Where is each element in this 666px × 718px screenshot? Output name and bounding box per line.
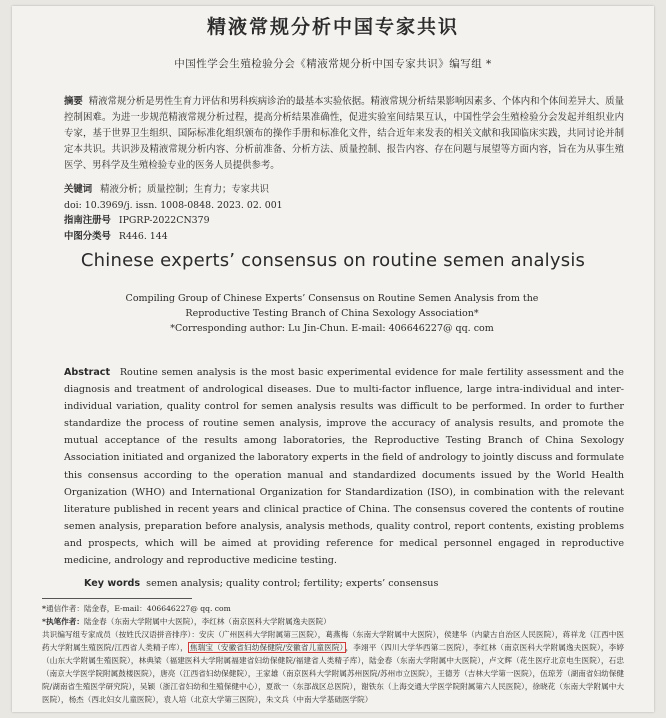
footnote-compiling-group	[42, 628, 624, 706]
keywords-en-text: semen analysis; quality control; fertility; experts’ consensus	[146, 578, 439, 589]
corresponding-author-en: *Corresponding author: Lu Jin-Chun. E-mail: 406646227@ qq. com	[170, 323, 494, 334]
title-en: Chinese experts’ consensus on routine semen analysis	[80, 250, 586, 271]
footnote-executive-authors	[42, 615, 624, 628]
guide-registration-label: 指南注册号	[64, 215, 111, 226]
authors-cn: 中国性学会生殖检验分会《精液常规分析中国专家共识》编写组 *	[174, 58, 492, 70]
doi: doi: 10.3969/j. issn. 1008-0848. 2023. 02. 001	[64, 200, 283, 211]
abstract-cn-label: 摘要	[64, 96, 83, 107]
keywords-cn	[64, 183, 624, 197]
footnotes	[42, 602, 624, 706]
asterisk-symbol: *	[42, 617, 46, 626]
journal-page	[12, 6, 654, 712]
abstract-cn	[64, 94, 624, 174]
executive-authors-label: 执笔作者：	[45, 617, 84, 626]
footnote-corresponding	[42, 602, 624, 615]
abstract-en-label: Abstract	[64, 367, 111, 378]
clc-number-label: 中图分类号	[64, 231, 111, 242]
keywords-cn-label: 关键词	[64, 184, 93, 195]
footnote-corresponding-text: 通信作者：陆金春，E-mail：406646227@ qq. com	[45, 604, 231, 613]
affiliation-en	[72, 291, 592, 336]
executive-authors-text: 陆金春（东南大学附属中大医院），李红林（南京医科大学附属逸夫医院）	[83, 617, 331, 626]
clc-number	[64, 230, 624, 244]
asterisk-symbol: *	[42, 604, 46, 613]
highlighted-author: 焦瑞宝（安徽省妇幼保健院/安徽省儿童医院）	[189, 643, 344, 652]
guide-registration-value: IPGRP-2022CN379	[118, 215, 210, 226]
affiliation-line-2: Reproductive Testing Branch of China Sexology Association*	[185, 308, 479, 319]
keywords-en-label: Key words	[84, 578, 141, 589]
guide-registration	[64, 214, 624, 228]
title-cn: 精液常规分析中国专家共识	[206, 16, 459, 38]
keywords-en	[84, 578, 624, 589]
keywords-cn-text: 精液分析；质量控制；生育力；专家共识	[100, 184, 269, 195]
compiling-group-text-a: 共识编写组专家成员（按姓氏汉语拼音排序）：安庆（广州医科大学附属第三医院），葛燕梅（东南大学附属中大医院），侯建华（内蒙古自治区人民医院），蒋祥龙（江西中医药大学附属生殖医院/江西省人类精子库），	[42, 630, 624, 652]
affiliation-line-1: Compiling Group of Chinese Experts’ Consensus on Routine Semen Analysis from the	[125, 293, 539, 304]
abstract-cn-text: 精液常规分析是男性生育力评估和男科疾病诊治的最基本实验依据。精液常规分析结果影响因素多、个体内和个体间差异大、质量控制困难。为进一步规范精液常规分析过程，提高分析结果准确性，促进实验室间结果互认，中国性学会生殖检验分会发起并组织业内专家，基于世界卫生组织、国际标准化组织颁布的操作手册和标准化文件，结合近年来发表的相关文献和我国临床实践，共同讨论并制定本共识。共识涉及精液常规分析内容、分析前准备、分析方法、质量控制、报告内容、存在问题与展望等方面内容，旨在为从事生殖医学、男科学及生殖检验专业的医务人员提供参考。	[64, 96, 624, 171]
abstract-en-text: Routine semen analysis is the most basic experimental evidence for male fertility assessment and the diagnosis and treatment of andrological diseases. Due to multi-factor influence, large intra-individual and inter-individual variation, quality control for semen analysis results was difficult to be performed. In order to further standardize the process of routine semen analysis, improve the accuracy of analysis results, and promote the mutual acceptance of the results among laboratories, the Reproductive Testing Branch of China Sexology Association initiated and organized the laboratory experts in the field of andrology to jointly discuss and formulate this consensus according to the operation manual and standardized documents issued by the World Health Organization (WHO) and International Organization for Standardization (ISO), in combination with the relevant literature published in recent years and clinical practice of China. The consensus covered the contents of routine semen analysis, preparation before analysis, analysis methods, quality control, report contents, existing problems and prospects, which will be aimed at providing reference for medical personnel engaged in reproductive medicine, andrology and reproductive medicine testing.	[64, 367, 624, 567]
compiling-group-text-b: ，李翊平（四川大学华西第二医院），李红林（南京医科大学附属逸夫医院），李婷（山东大学附属生殖医院），林典梁（福建医科大学附属福建省妇幼保健院/福建省人类精子库），陆金春（东南大学附属中大医院），卢文辉（花生医疗北京电生医院），石忠（南京大学医学院附属鼓楼医院），唐亮（江西省妇幼保健院），王家雄（南京医科大学附属苏州医院/苏州市立医院），王德芳（吉林大学第一医院），伍琼芳（湖南省妇幼保健院/湖南省生殖医学研究院），吴颖（浙江省妇幼和生殖保健中心），夏欲一（东部战区总医院），谢铁东（上海交通大学医学院附属第六人民医院），徐晓花（东南大学附属中大医院），杨杰（西北妇女儿童医院），袁人培（北京大学第三医院），朱文兵（中南大学基础医学院）	[42, 643, 624, 704]
clc-number-value: R446. 144	[118, 231, 168, 242]
footnote-divider	[42, 598, 192, 599]
abstract-en	[64, 364, 624, 569]
